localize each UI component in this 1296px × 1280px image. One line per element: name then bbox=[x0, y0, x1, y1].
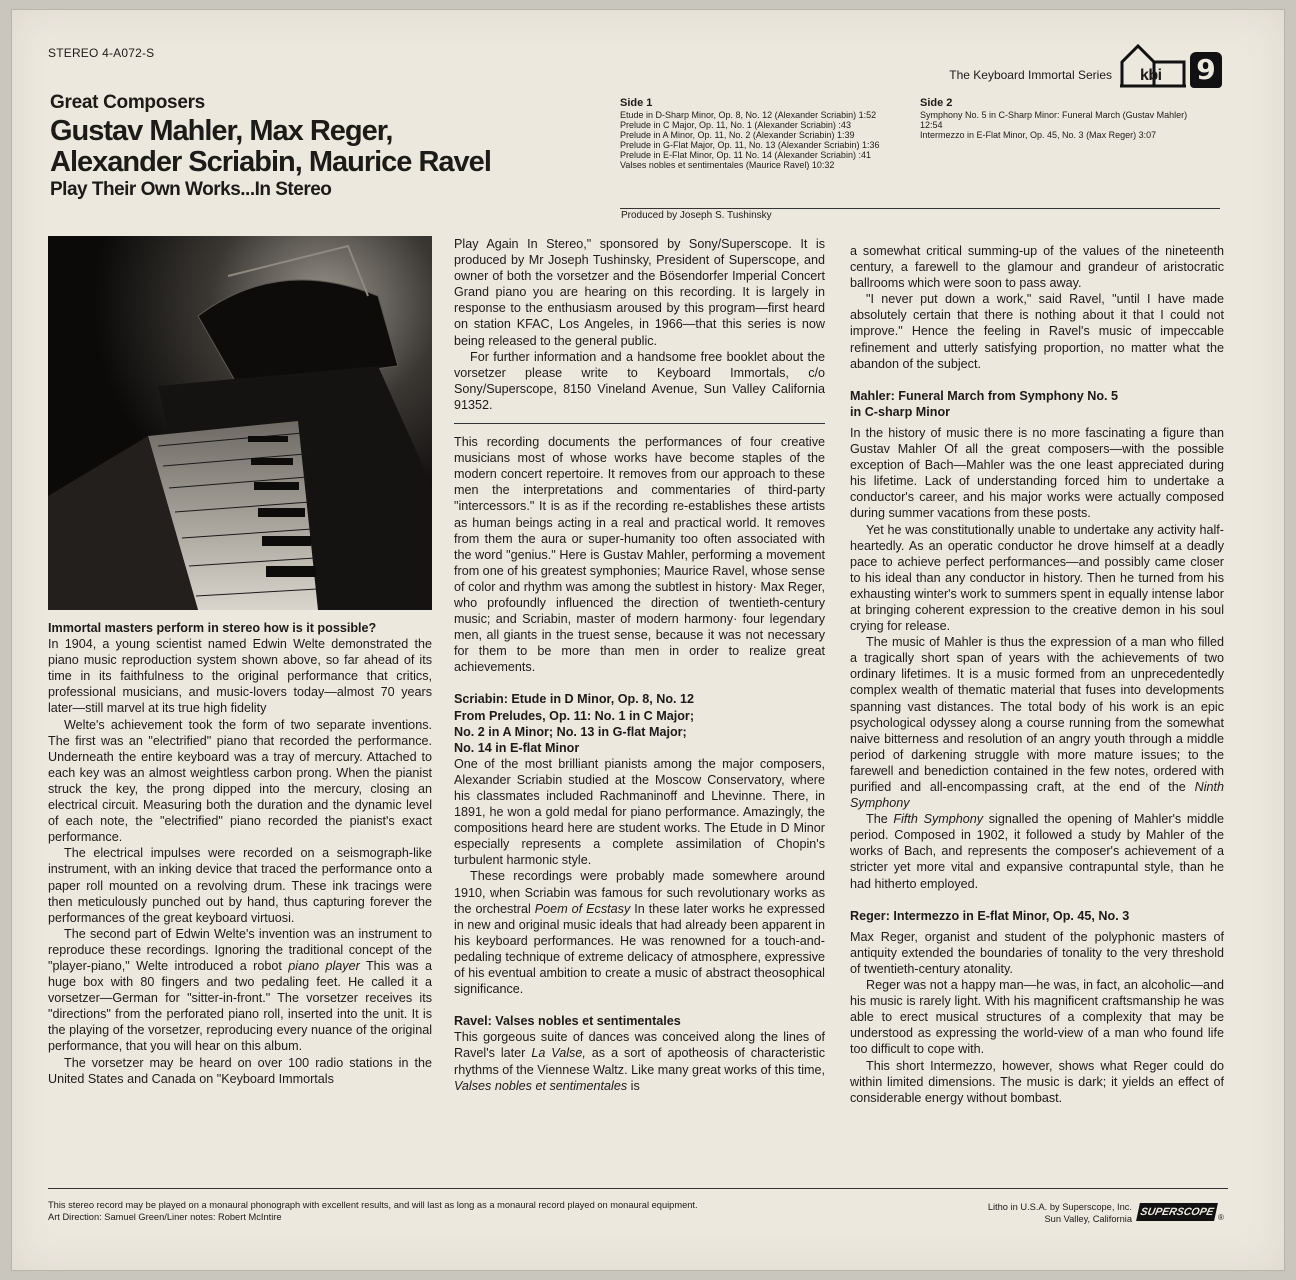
section-heading: Scriabin: Etude in D Minor, Op. 8, No. 12 bbox=[454, 692, 695, 707]
section-heading: No. 14 in E-flat Minor bbox=[454, 740, 580, 755]
paragraph: Yet he was constitutionally unable to undertake any activity half-heartedly. As an operatic conductor he drove himself at a deadly pace to achieve perfect performances—and possibly came closer to his ideal than any conductor in history. Then he turned from his exhausting winter's work to summers spent in equally intense labor at bringing coherent expression to the creative demon in his soul crying for release. bbox=[850, 522, 1224, 634]
paragraph: In the history of music there is no more fascinating a figure than Gustav Mahler Of all the great composers—with the possible exception of Bach—Mahler was the one least appreciated during his lifetime. Lack of understanding forced him to undertake a conductor's career, and his major works were actually composed during summer vacations from these posts. bbox=[850, 425, 1224, 521]
monaural-note: This stereo record may be played on a monaural phonograph with excellent results, and will last as long as a monaural record played on monaural equipment. bbox=[48, 1200, 698, 1210]
credits: Art Direction: Samuel Green/Liner notes: Robert McIntire bbox=[48, 1212, 282, 1222]
paragraph: Reger was not a happy man—he was, in fact, an alcoholic—and his music is rarely light. With his magnificent craftsmanship he was able to erect musical structures of a complexity that may be understood as expressing the world-view of a man who found life too difficult to cope with. bbox=[850, 978, 1224, 1057]
track-listing bbox=[620, 98, 1220, 209]
track: Intermezzo in E-Flat Minor, Op. 45, No. 3 (Max Reger) 3:07 bbox=[920, 130, 1157, 140]
side-2-heading: Side 2 bbox=[920, 97, 953, 109]
piano-keyboard-photo bbox=[48, 236, 432, 610]
title-line-1: Gustav Mahler, Max Reger, bbox=[50, 115, 393, 147]
liner-notes-column-1 bbox=[48, 620, 432, 1087]
paragraph: For further information and a handsome free booklet about the vorsetzer please write to Keyboard Immortals, c/o Sony/Superscope, 8150 Vineland Avenue, Sun Valley California 91352. bbox=[454, 349, 825, 412]
track: Prelude in E-Flat Minor, Op. 11 No. 14 (Alexander Scriabin) :41 bbox=[620, 150, 871, 160]
paragraph: The vorsetzer may be heard on over 100 radio stations in the United States and Canada on "Keyboard Immortals bbox=[48, 1055, 432, 1086]
paragraph: Welte's achievement took the form of two separate inventions. The first was an "electrified" piano that recorded the performance. Underneath the entire keyboard was a tray of mercury. Attached to each key was an almost weightless carbon prong. When the pianist struck the key, the prong dipped into the mercury, closing an electrical circuit. Measuring both the duration and the dynamic level of each note, the "electrified" piano recorded the pianist's exact performance. bbox=[48, 717, 432, 845]
album-title bbox=[50, 92, 580, 201]
catalog-number: STEREO 4-A072-S bbox=[48, 46, 155, 60]
track: Etude in D-Sharp Minor, Op. 8, No. 12 (Alexander Scriabin) 1:52 bbox=[620, 110, 877, 120]
paragraph: "I never put down a work," said Ravel, "until I have made absolutely certain that there is nothing about it that I could not improve." Hence the feeling in Ravel's music of impeccable refinement and utterly satisfying proportion, no matter what the abandon of the subject. bbox=[850, 292, 1224, 371]
series-name: The Keyboard Immortal Series bbox=[949, 68, 1112, 82]
series-number-badge: 9 bbox=[1190, 52, 1222, 88]
track: Valses nobles et sentimentales (Maurice Ravel) 10:32 bbox=[620, 160, 835, 170]
registered-mark: ® bbox=[1218, 1213, 1224, 1222]
paragraph: This short Intermezzo, however, shows what Reger could do within limited dimensions. The music is dark; it yields an effect of considerable energy without bombast. bbox=[850, 1058, 1224, 1105]
section-heading: No. 2 in A Minor; No. 13 in G-flat Major; bbox=[454, 724, 687, 739]
title-subtitle: Play Their Own Works...In Stereo bbox=[50, 179, 332, 200]
track: Prelude in C Major, Op. 11, No. 1 (Alexander Scriabin) :43 bbox=[620, 120, 851, 130]
paragraph: The electrical impulses were recorded on a seismograph-like instrument, with an inking device that traced the performance onto a paper roll mounted on a revolving drum. These ink tracings were then meticulously punched out by hand, thus capturing forever the performances of the great keyboard virtuosi. bbox=[48, 846, 432, 925]
printing-credit: Litho in U.S.A. by Superscope, Inc. Sun Valley, California bbox=[987, 1202, 1132, 1224]
house-logo-icon bbox=[1118, 42, 1188, 88]
logo-text: kbi bbox=[1140, 67, 1162, 84]
side-1 bbox=[620, 98, 900, 170]
paragraph: One of the most brilliant pianists among the major composers, Alexander Scriabin studied at the Moscow Conservatory, where his classmates included Rachmaninoff and Lhevinne. There, in 1891, he won a gold medal for piano performance. Amazingly, the compositions heard here are student works. The Etude in D Minor especially represents a complete assimilation of Chopin's turbulent harmonic style. bbox=[454, 756, 825, 868]
divider bbox=[454, 423, 825, 424]
kbi-logo bbox=[1118, 42, 1222, 88]
footer-notes bbox=[48, 1199, 698, 1223]
section-heading: Immortal masters perform in stereo how is it possible? bbox=[48, 621, 377, 635]
side-1-heading: Side 1 bbox=[620, 97, 653, 109]
title-kicker: Great Composers bbox=[50, 92, 205, 113]
producer-credit: Produced by Joseph S. Tushinsky bbox=[621, 210, 772, 221]
liner-notes-column-2 bbox=[454, 236, 825, 1094]
paragraph: This recording documents the performances of four creative musicians most of whose works have become staples of the modern concert repertoire. It removes from our approach to these men the interpretations and commentaries of third-party "intercessors." It is as if the recording re-establishes these artists as human beings acting in a real and practical world. It removes from them the aura or super-humanity too often associated with the word "genius." Here is Gustav Mahler, performing a movement from one of his greatest symphonies; Maurice Ravel, whose sense of color and rhythm was among the subtlest in history· Max Reger, who profoundly influenced the direction of twentieth-century music; and Scriabin, master of modern harmony· four legendary men, all giants in the truest sense, because it was not necessary for them to be more than men in order to realize great achievements. bbox=[454, 435, 825, 675]
section-heading: From Preludes, Op. 11: No. 1 in C Major; bbox=[454, 708, 695, 723]
track: Prelude in A Minor, Op. 11, No. 2 (Alexander Scriabin) 1:39 bbox=[620, 130, 855, 140]
section-heading: Mahler: Funeral March from Symphony No. 5 bbox=[850, 388, 1119, 403]
paragraph: The Fifth Symphony signalled the opening of Mahler's middle period. Composed in 1902, it followed a study by Mahler of the works of Bach, and represents the composer's achievement of a stricter yet more vital and expansive contrapuntal style, than he had hitherto employed. bbox=[850, 812, 1224, 891]
paragraph: In 1904, a young scientist named Edwin Welte demonstrated the piano music reproduction system shown above, so far ahead of its time in its faithfulness to the original performance that critics, professional musicians, and music-lovers today—almost 70 years later—still marvel at its true high fidelity bbox=[48, 637, 432, 716]
title-line-2: Alexander Scriabin, Maurice Ravel bbox=[50, 146, 491, 178]
paragraph: Play Again In Stereo," sponsored by Sony/Superscope. It is produced by Mr Joseph Tushinsky, President of Superscope, and owner of both the vorsetzer and the Bösendorfer Imperial Concert Grand piano you are hearing on this recording. It is largely in response to the enthusiasm aroused by this program—first heard on station KFAC, Los Angeles, in 1966—that this series is now being released to the general public. bbox=[454, 237, 825, 348]
section-heading: Reger: Intermezzo in E-flat Minor, Op. 45, No. 3 bbox=[850, 908, 1130, 923]
section-heading: in C-sharp Minor bbox=[850, 404, 951, 419]
footer-divider bbox=[48, 1188, 1228, 1189]
series-branding bbox=[949, 42, 1222, 88]
superscope-logo: SUPERSCOPE bbox=[1136, 1203, 1218, 1221]
paragraph: a somewhat critical summing-up of the values of the nineteenth century, a farewell to the glamour and grandeur of aristocratic ballrooms which were soon to pass away. bbox=[850, 244, 1224, 291]
paragraph: The music of Mahler is thus the expression of a man who filled a tragically short span of years with the achievements of two ordinary lifetimes. It is a music formed from an unprecedentedly complex wealth of thematic material that fuses into developments spanning vast distances. The total body of his work is an epic psychological odyssey along a course running from the somewhat naive bitterness and resolution of an angry youth through a middle period of darkening struggle with more mature issues; to the farewell and benediction contained in the few notes, ordered with purified and all-encompassing craft, at the end of the Ninth Symphony bbox=[850, 635, 1224, 811]
paragraph: This gorgeous suite of dances was conceived along the lines of Ravel's later La Valse, as a sort of apotheosis of characteristic rhythms of the Viennese Waltz. Like many great works of this time, Valses nobles et sentimentales is bbox=[454, 1030, 825, 1093]
paragraph: The second part of Edwin Welte's invention was an instrument to reproduce these recordings. Ignoring the traditional concept of the "player-piano," Welte introduced a robot piano player This was a huge box with 80 fingers and two pedaling feet. He called it a vorsetzer—German for "sitter-in-front." The vorsetzer receives its "directions" from the perforated piano roll, inserted into the unit. It is the playing of the vorsetzer, reproducing every nuance of the original performance, that you will hear on this album. bbox=[48, 926, 432, 1054]
paragraph: Max Reger, organist and student of the polyphonic masters of antiquity extended the boundaries of tonality to the very threshold of twentieth-century atonality. bbox=[850, 929, 1224, 976]
section-heading: Ravel: Valses nobles et sentimentales bbox=[454, 1014, 681, 1029]
paragraph: These recordings were probably made somewhere around 1910, when Scriabin was famous for such revolutionary works as the orchestral Poem of Ecstasy In these later works he expressed in new and original music ideals that had already been apparent in his keyboard performances. He was renowned for a touch-and-pedaling technique of extreme delicacy of atmosphere, expressive of his eventual ambition to create a music of abstract theosophical significance. bbox=[454, 869, 825, 997]
liner-notes-column-3 bbox=[850, 243, 1224, 1106]
side-2 bbox=[920, 98, 1190, 140]
track: Symphony No. 5 in C-Sharp Minor: Funeral March (Gustav Mahler) 12:54 bbox=[920, 110, 1188, 130]
track: Prelude in G-Flat Major, Op. 11, No. 13 (Alexander Scriabin) 1:36 bbox=[620, 140, 880, 150]
